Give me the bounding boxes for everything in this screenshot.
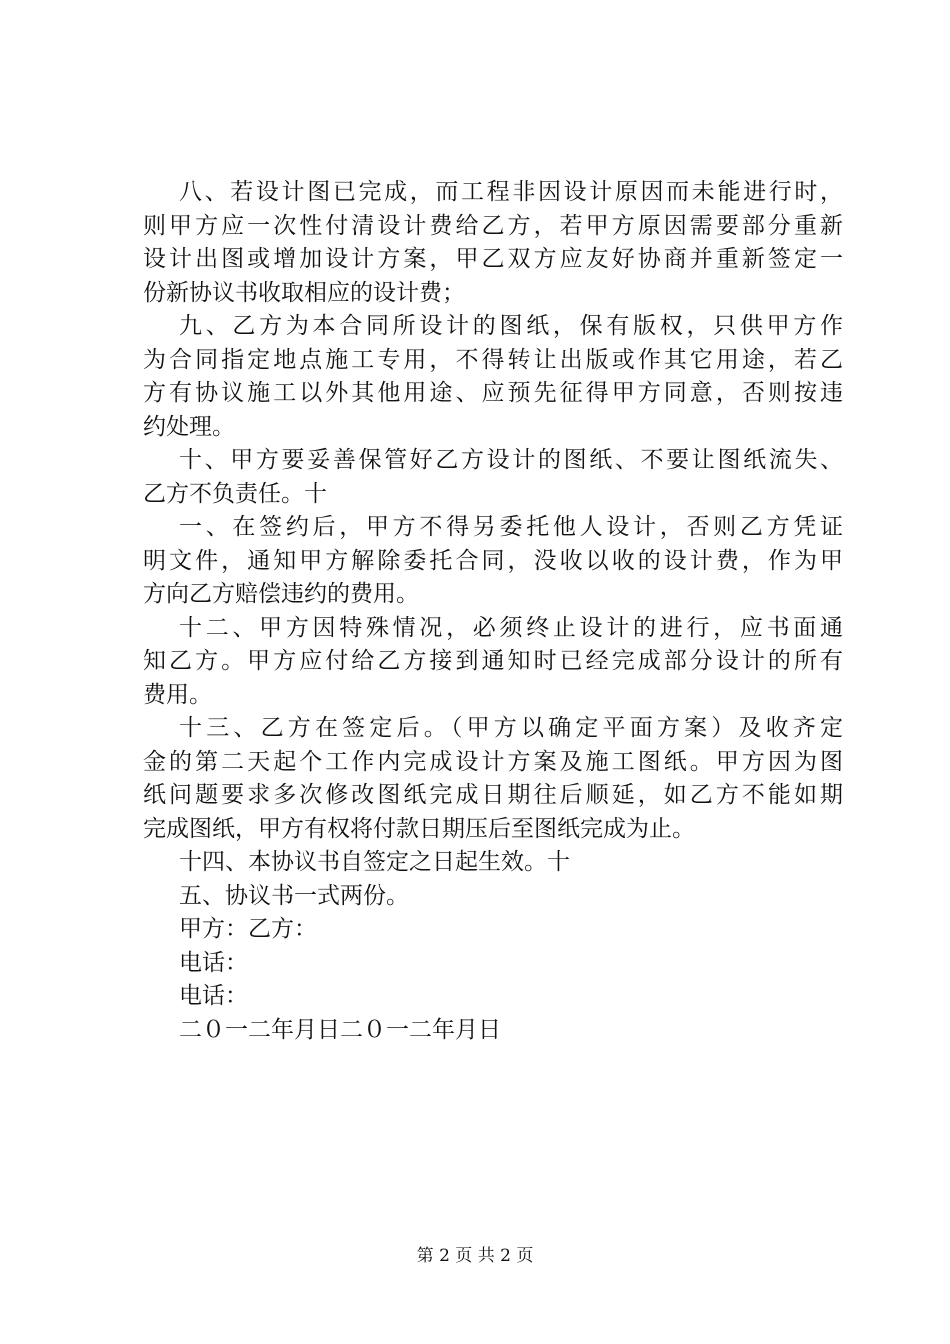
paragraph-15-line-1: 五、协议书一式两份。: [179, 882, 409, 909]
paragraph-13-line-1: 十三、乙方在签定后。（甲方以确定平面方案）及收齐定: [179, 715, 843, 741]
paragraph-11-line-2: 明文件，通知甲方解除委托合同，没收以收的设计费，作为甲: [143, 547, 843, 574]
paragraph-8-line-3: 设计出图或增加设计方案，甲乙双方应友好协商并重新签定一: [143, 246, 843, 272]
phone-line-a: 电话：: [179, 949, 248, 976]
paragraph-8-line-1: 八、若设计图已完成，而工程非因设计原因而未能进行时，: [179, 179, 843, 205]
phone-line-b: 电话：: [179, 983, 248, 1009]
document-body: [143, 176, 843, 1047]
paragraph-13-line-3: 纸问题要求多次修改图纸完成日期往后顺延，如乙方不能如期: [143, 782, 843, 808]
party-signature-line: 甲方：乙方：: [179, 916, 317, 942]
paragraph-8-line-4: 份新协议书收取相应的设计费；: [143, 279, 465, 306]
paragraph-11-line-3: 方向乙方赔偿违约的费用。: [143, 581, 419, 607]
paragraph-11-line-1: 一、在签约后，甲方不得另委托他人设计，否则乙方凭证: [179, 514, 843, 540]
date-line: 二０一二年月日二０一二年月日: [179, 1016, 501, 1043]
paragraph-10-line-2: 乙方不负责任。十: [143, 480, 327, 507]
paragraph-9-line-3: 方有协议施工以外其他用途、应预先征得甲方同意，否则按违: [143, 380, 843, 406]
paragraph-8-line-2: 则甲方应一次性付清设计费给乙方，若甲方原因需要部分重新: [143, 212, 843, 239]
paragraph-10-line-1: 十、甲方要妥善保管好乙方设计的图纸、不要让图纸流失、: [179, 447, 843, 473]
paragraph-12-line-1: 十二、甲方因特殊情况，必须终止设计的进行，应书面通: [179, 614, 843, 641]
paragraph-9-line-1: 九、乙方为本合同所设计的图纸，保有版权，只供甲方作: [179, 313, 843, 339]
paragraph-14-line-1: 十四、本协议书自签定之日起生效。十: [179, 849, 570, 875]
paragraph-12-line-3: 费用。: [143, 681, 212, 708]
paragraph-9-line-2: 为合同指定地点施工专用，不得转让出版或作其它用途，若乙: [143, 346, 843, 373]
paragraph-12-line-2: 知乙方。甲方应付给乙方接到通知时已经完成部分设计的所有: [143, 648, 843, 674]
paragraph-13-line-2: 金的第二天起个工作内完成设计方案及施工图纸。甲方因为图: [143, 748, 843, 775]
page-number-footer: 第 2 页 共 2 页: [416, 1246, 534, 1266]
paragraph-13-line-4: 完成图纸，甲方有权将付款日期压后至图纸完成为止。: [143, 815, 695, 842]
paragraph-9-line-4: 约处理。: [143, 413, 235, 440]
